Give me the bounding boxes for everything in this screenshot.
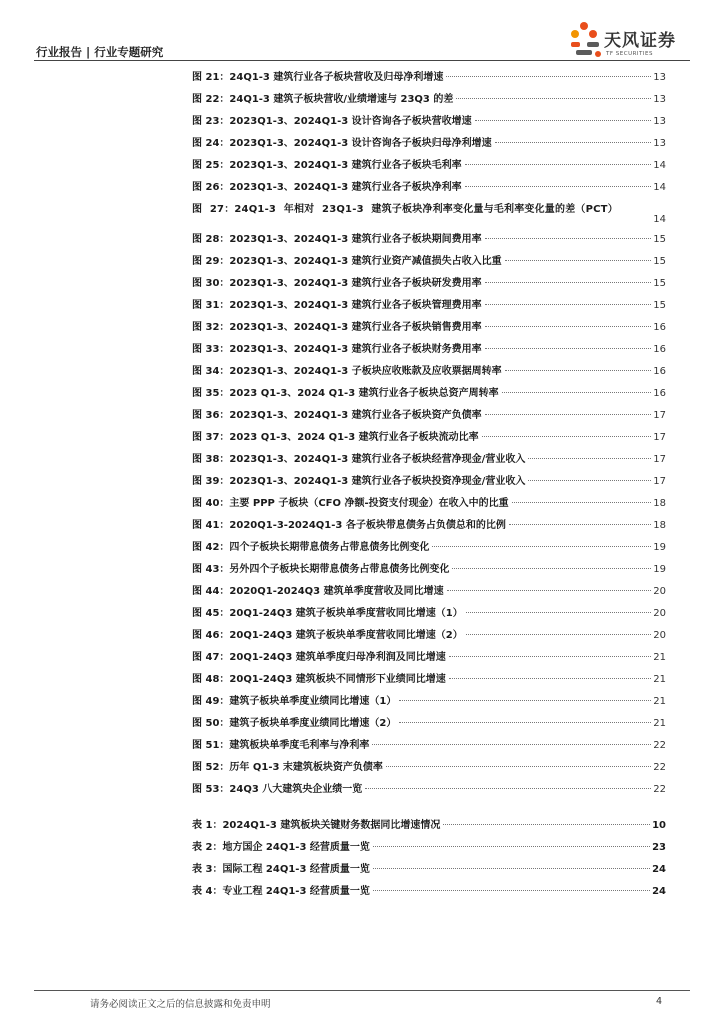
toc-leader-dots [399, 700, 651, 701]
toc-entry-page: 17 [653, 454, 666, 465]
toc-leader-dots [528, 480, 651, 481]
toc-entry-page: 21 [653, 674, 666, 685]
toc-entry-page: 13 [653, 72, 666, 83]
toc-leader-dots [443, 824, 650, 825]
toc-entry-page-line [192, 215, 666, 225]
toc-entry-page: 18 [653, 520, 666, 531]
toc-figure-entry[interactable] [192, 200, 666, 230]
toc-figure-entry[interactable] [192, 230, 666, 252]
toc-entry-title: 图 40：主要 PPP 子板块（CFO 净额-投资支付现金）在收入中的比重 [192, 498, 509, 509]
toc-leader-dots [485, 348, 652, 349]
toc-leader-dots [485, 304, 652, 305]
toc-entry-page: 15 [653, 234, 666, 245]
toc-entry-title: 图 30：2023Q1-3、2024Q1-3 建筑行业各子板块研发费用率 [192, 278, 482, 289]
toc-leader-dots [485, 414, 652, 415]
toc-entry-page: 20 [653, 608, 666, 619]
toc-entry-title: 表 2：地方国企 24Q1-3 经营质量一览 [192, 842, 370, 853]
toc-leader-dots [449, 656, 651, 657]
toc-figure-entry[interactable] [192, 780, 666, 802]
toc-entry-page: 14 [653, 182, 666, 193]
toc-entry-title: 表 4：专业工程 24Q1-3 经营质量一览 [192, 886, 370, 897]
toc-leader-dots [372, 744, 651, 745]
toc-entry-title: 图 42：四个子板块长期带息债务占带息债务比例变化 [192, 542, 430, 553]
toc-entry-title: 表 3：国际工程 24Q1-3 经营质量一览 [192, 864, 370, 875]
toc-figure-entry[interactable] [192, 604, 666, 626]
toc-entry-title: 图 24：2023Q1-3、2024Q1-3 设计咨询各子板块归母净利增速 [192, 138, 492, 149]
toc-entry-page: 24 [652, 886, 666, 897]
footer-divider [34, 990, 690, 991]
toc-table-entry[interactable] [192, 816, 666, 838]
toc-entry-page: 13 [653, 116, 666, 127]
toc-entry-page: 21 [653, 696, 666, 707]
toc-leader-dots [482, 436, 652, 437]
toc-entry-page: 20 [653, 586, 666, 597]
toc-entry-title: 图 41：2020Q1-3-2024Q1-3 各子板块带息债务占负债总和的比例 [192, 520, 506, 531]
toc-leader-dots [446, 76, 651, 77]
toc-figure-entry[interactable] [192, 384, 666, 406]
toc-figure-entry[interactable] [192, 560, 666, 582]
toc-leader-dots [373, 868, 650, 869]
toc-figure-entry[interactable] [192, 296, 666, 318]
toc-entry-page: 17 [653, 432, 666, 443]
toc-entry-page: 10 [652, 820, 666, 831]
toc-leader-dots [365, 788, 651, 789]
table-list [192, 816, 666, 904]
toc-figure-entry[interactable] [192, 178, 666, 200]
toc-figure-entry[interactable] [192, 68, 666, 90]
toc-figure-entry[interactable] [192, 670, 666, 692]
toc-entry-title: 图 22：24Q1-3 建筑子板块营收/业绩增速与 23Q3 的差 [192, 94, 454, 105]
toc-leader-dots [485, 282, 652, 283]
toc-figure-entry[interactable] [192, 472, 666, 494]
toc-entry-title: 图 27：24Q1-3 年相对 23Q1-3 建筑子板块净利率变化量与毛利率变化量的差（PCT） [192, 204, 618, 215]
toc-figure-entry[interactable] [192, 252, 666, 274]
toc-entry-title: 图 49：建筑子板块单季度业绩同比增速（1） [192, 696, 397, 707]
toc-entry-page: 22 [653, 762, 666, 773]
toc-entry-title: 图 48：20Q1-24Q3 建筑板块不同情形下业绩同比增速 [192, 674, 446, 685]
toc-entry-page: 15 [653, 300, 666, 311]
toc-figure-entry[interactable] [192, 362, 666, 384]
toc-leader-dots [373, 846, 650, 847]
toc-figure-entry[interactable] [192, 494, 666, 516]
toc-leader-dots [505, 260, 652, 261]
toc-leader-dots [502, 392, 652, 393]
toc-entry-title: 图 29：2023Q1-3、2024Q1-3 建筑行业资产减值损失占收入比重 [192, 256, 502, 267]
toc-entry-title: 图 50：建筑子板块单季度业绩同比增速（2） [192, 718, 397, 729]
toc-entry-page: 19 [653, 542, 666, 553]
toc-entry-title: 图 43：另外四个子板块长期带息债务占带息债务比例变化 [192, 564, 450, 575]
toc-leader-dots [466, 634, 652, 635]
toc-figure-entry[interactable] [192, 692, 666, 714]
toc-entry-title: 图 23：2023Q1-3、2024Q1-3 设计咨询各子板块营收增速 [192, 116, 472, 127]
toc-figure-entry[interactable] [192, 714, 666, 736]
toc-entry-title: 图 32：2023Q1-3、2024Q1-3 建筑行业各子板块销售费用率 [192, 322, 482, 333]
toc-entry-title: 图 35：2023 Q1-3、2024 Q1-3 建筑行业各子板块总资产周转率 [192, 388, 499, 399]
toc-leader-dots [465, 186, 652, 187]
logo-icon [566, 18, 606, 62]
toc-figure-entry[interactable] [192, 428, 666, 450]
report-category: 行业报告 | 行业专题研究 [36, 45, 164, 59]
toc-entry-page: 13 [653, 94, 666, 105]
toc-table-entry[interactable] [192, 882, 666, 904]
toc-leader-dots [528, 458, 651, 459]
toc-entry-page: 16 [653, 344, 666, 355]
toc-figure-entry[interactable] [192, 406, 666, 428]
toc-entry-title: 图 21：24Q1-3 建筑行业各子板块营收及归母净利增速 [192, 72, 444, 83]
toc-leader-dots [399, 722, 651, 723]
toc-leader-dots [449, 678, 651, 679]
toc-entry-page: 15 [653, 256, 666, 267]
toc-leader-dots [485, 326, 652, 327]
figure-list [192, 68, 666, 802]
toc-leader-dots [512, 502, 652, 503]
toc-entry-title: 图 39：2023Q1-3、2024Q1-3 建筑行业各子板块投资净现金/营业收入 [192, 476, 526, 487]
toc-entry-page: 16 [653, 322, 666, 333]
toc-entry-title: 图 37：2023 Q1-3、2024 Q1-3 建筑行业各子板块流动比率 [192, 432, 479, 443]
toc-leader-dots [373, 890, 650, 891]
footer-disclaimer: 请务必阅读正文之后的信息披露和免责申明 [90, 999, 271, 1010]
toc-entry-page: 14 [653, 160, 666, 171]
toc-entry-title: 图 33：2023Q1-3、2024Q1-3 建筑行业各子板块财务费用率 [192, 344, 482, 355]
toc-figure-entry[interactable] [192, 156, 666, 178]
logo-subtext: TF SECURITIES [606, 51, 653, 57]
toc-figure-entry[interactable] [192, 626, 666, 648]
toc-entry-title: 图 46：20Q1-24Q3 建筑子板块单季度营收同比增速（2） [192, 630, 463, 641]
toc-entry-page: 21 [653, 718, 666, 729]
toc-entry-title: 图 53：24Q3 八大建筑央企业绩一览 [192, 784, 363, 795]
toc-entry-page: 16 [653, 388, 666, 399]
toc-entry-page: 18 [653, 498, 666, 509]
toc-figure-entry[interactable] [192, 758, 666, 780]
toc-leader-dots [485, 238, 652, 239]
toc-leader-dots [509, 524, 651, 525]
toc-entry-page: 22 [653, 784, 666, 795]
toc-entry-page: 17 [653, 476, 666, 487]
toc-figure-entry[interactable] [192, 736, 666, 758]
toc-entry-page: 21 [653, 652, 666, 663]
header-divider [34, 60, 690, 61]
toc-leader-dots [465, 164, 652, 165]
toc-entry-page: 17 [653, 410, 666, 421]
section-gap [192, 802, 666, 816]
toc-leader-dots [432, 546, 651, 547]
toc-leader-dots [505, 370, 652, 371]
toc-leader-dots [475, 120, 652, 121]
toc-entry-title: 图 36：2023Q1-3、2024Q1-3 建筑行业各子板块资产负债率 [192, 410, 482, 421]
toc-table-entry[interactable] [192, 838, 666, 860]
toc-entry-title: 图 25：2023Q1-3、2024Q1-3 建筑行业各子板块毛利率 [192, 160, 462, 171]
toc-entry-page: 24 [652, 864, 666, 875]
toc-entry-title: 图 52：历年 Q1-3 末建筑板块资产负债率 [192, 762, 383, 773]
toc-entry-page: 20 [653, 630, 666, 641]
toc-figure-entry[interactable] [192, 582, 666, 604]
toc-leader-dots [495, 142, 652, 143]
toc-figure-entry[interactable] [192, 340, 666, 362]
toc-entry-title: 图 31：2023Q1-3、2024Q1-3 建筑行业各子板块管理费用率 [192, 300, 482, 311]
toc-entry-page: 14 [653, 214, 666, 225]
toc-entry-title: 图 47：20Q1-24Q3 建筑单季度归母净利润及同比增速 [192, 652, 446, 663]
toc-leader-dots [466, 612, 652, 613]
toc-entry-title: 图 44：2020Q1-2024Q3 建筑单季度营收及同比增速 [192, 586, 444, 597]
toc-figure-entry[interactable] [192, 318, 666, 340]
toc-entry-page: 13 [653, 138, 666, 149]
toc-entry-page: 19 [653, 564, 666, 575]
toc-figure-entry[interactable] [192, 648, 666, 670]
toc-figure-entry[interactable] [192, 112, 666, 134]
toc-leader-dots [456, 98, 651, 99]
toc-figure-entry[interactable] [192, 516, 666, 538]
toc-leader-dots [386, 766, 651, 767]
toc-figure-entry[interactable] [192, 538, 666, 560]
toc-entry-title: 图 51：建筑板块单季度毛利率与净利率 [192, 740, 370, 751]
toc-table-entry[interactable] [192, 860, 666, 882]
table-of-contents [192, 68, 666, 904]
toc-entry-title: 图 45：20Q1-24Q3 建筑子板块单季度营收同比增速（1） [192, 608, 463, 619]
toc-leader-dots [452, 568, 651, 569]
toc-entry-title: 图 34：2023Q1-3、2024Q1-3 子板块应收账款及应收票据周转率 [192, 366, 502, 377]
toc-entry-page: 22 [653, 740, 666, 751]
logo-text: 天风证券 [604, 31, 676, 51]
toc-entry-title: 图 28：2023Q1-3、2024Q1-3 建筑行业各子板块期间费用率 [192, 234, 482, 245]
toc-figure-entry[interactable] [192, 274, 666, 296]
toc-entry-page: 16 [653, 366, 666, 377]
toc-figure-entry[interactable] [192, 450, 666, 472]
toc-entry-title: 图 26：2023Q1-3、2024Q1-3 建筑行业各子板块净利率 [192, 182, 462, 193]
toc-entry-title: 图 38：2023Q1-3、2024Q1-3 建筑行业各子板块经营净现金/营业收入 [192, 454, 526, 465]
toc-entry-page: 15 [653, 278, 666, 289]
toc-entry-title: 表 1：2024Q1-3 建筑板块关键财务数据同比增速情况 [192, 820, 441, 831]
toc-entry-page: 23 [652, 842, 666, 853]
toc-figure-entry[interactable] [192, 134, 666, 156]
toc-figure-entry[interactable] [192, 90, 666, 112]
page-number: 4 [656, 996, 663, 1007]
toc-leader-dots [447, 590, 652, 591]
company-logo [566, 18, 691, 62]
